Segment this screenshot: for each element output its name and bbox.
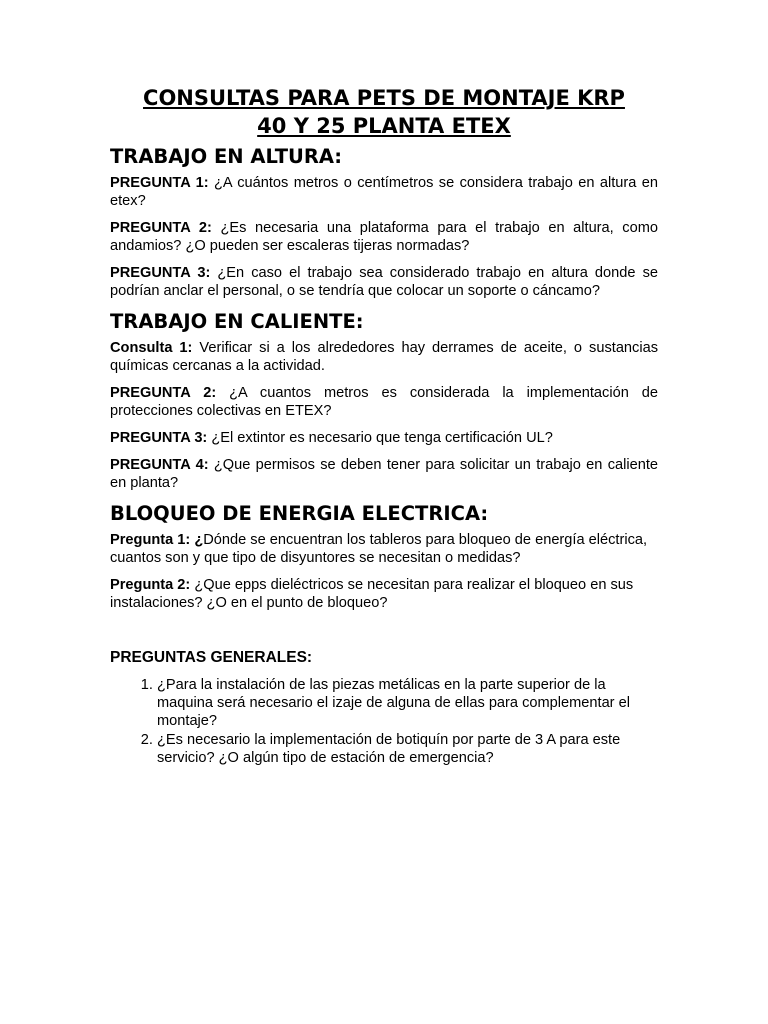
question-text: ¿A cuántos metros o centímetros se considera trabajo en altura en etex? (110, 175, 658, 209)
title-line-1: CONSULTAS PARA PETS DE MONTAJE KRP (143, 86, 625, 110)
general-questions-list (110, 676, 658, 767)
list-item: 2. ¿Es necesario la implementación de botiquín por parte de 3 A para este servicio? ¿O algún tipo de estación de emergencia? (157, 731, 658, 767)
question-text: ¿A cuantos metros es considerada la implementación de protecciones colectivas en ETEX? (110, 385, 658, 419)
section-heading-trabajo-en-caliente: TRABAJO EN CALIENTE: (110, 310, 364, 333)
question-text: ¿Es necesaria una plataforma para el trabajo en altura, como andamios? ¿O pueden ser escaleras tijeras normadas? (110, 220, 658, 254)
document-page (110, 84, 658, 768)
question-paragraph (110, 219, 658, 255)
question-label: PREGUNTA 2: (110, 385, 217, 401)
question-text: ¿Que permisos se deben tener para solicitar un trabajo en caliente en planta? (110, 457, 659, 491)
question-text: ¿El extintor es necesario que tenga certificación UL? (207, 430, 553, 446)
question-paragraph (110, 384, 658, 420)
general-questions-heading: PREGUNTAS GENERALES: (110, 649, 313, 666)
list-item: 1. ¿Para la instalación de las piezas metálicas en la parte superior de la maquina será necesario el izaje de alguna de ellas para complementar el montaje? (157, 676, 658, 730)
section-heading-bloqueo-de-energia: BLOQUEO DE ENERGIA ELECTRICA: (110, 502, 489, 525)
question-label: Pregunta 1: ¿ (110, 532, 204, 548)
question-label: PREGUNTA 3: (110, 430, 208, 446)
question-paragraph (110, 531, 658, 567)
question-label: PREGUNTA 3: (110, 265, 211, 281)
title-line-2: 40 Y 25 PLANTA ETEX (257, 114, 511, 138)
question-label: PREGUNTA 2: (110, 220, 212, 236)
question-paragraph (110, 339, 658, 375)
question-label: PREGUNTA 1: (110, 175, 209, 191)
question-label: Pregunta 2: (110, 577, 191, 593)
question-paragraph (110, 429, 658, 447)
question-paragraph (110, 264, 658, 300)
question-paragraph (110, 456, 658, 492)
question-text: ¿En caso el trabajo sea considerado trabajo en altura donde se podrían anclar el personal, o se tendría que colocar un soporte o cáncamo? (110, 265, 658, 299)
question-label: PREGUNTA 4: (110, 457, 209, 473)
question-label: Consulta 1: (110, 340, 193, 356)
question-text: Dónde se encuentran los tableros para bloqueo de energía eléctrica, cuantos son y que tipo de disyuntores se necesitan o medidas? (110, 532, 648, 566)
section-heading-trabajo-en-altura: TRABAJO EN ALTURA: (110, 145, 343, 168)
question-text: Verificar si a los alrededores hay derrames de aceite, o sustancias químicas cercanas a la actividad. (110, 340, 659, 374)
question-text: ¿Que epps dieléctricos se necesitan para realizar el bloqueo en sus instalaciones? ¿O en el punto de bloqueo? (110, 577, 634, 611)
question-paragraph (110, 576, 658, 612)
question-paragraph (110, 174, 658, 210)
document-title (110, 84, 658, 140)
